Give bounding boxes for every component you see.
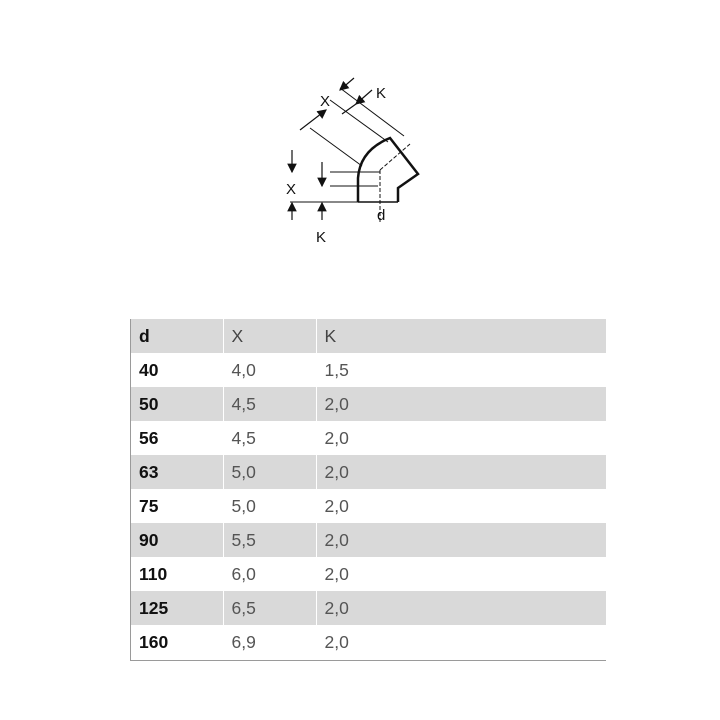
cell-x: 5,0 bbox=[223, 455, 316, 489]
label-k-top: K bbox=[376, 85, 387, 102]
cell-d: 110 bbox=[131, 557, 223, 591]
table-header-row bbox=[131, 319, 606, 353]
table-row bbox=[131, 455, 606, 489]
cell-x: 6,9 bbox=[223, 625, 316, 659]
cell-k: 2,0 bbox=[324, 631, 349, 652]
cell-k: 2,0 bbox=[316, 591, 606, 625]
cell-x: 6,5 bbox=[223, 591, 316, 625]
fitting-outline bbox=[358, 138, 418, 202]
cell-x: 5,5 bbox=[223, 523, 316, 557]
cell-d: 125 bbox=[131, 591, 223, 625]
dimensions-table bbox=[131, 319, 606, 659]
label-d: d bbox=[377, 207, 386, 224]
label-k-bottom: K bbox=[316, 229, 327, 246]
table-row bbox=[131, 387, 606, 421]
cell-x: 4,5 bbox=[223, 387, 316, 421]
cell-x: 6,0 bbox=[223, 557, 316, 591]
cell-k: 2,0 bbox=[316, 455, 606, 489]
table-row bbox=[131, 557, 606, 591]
cell-d: 40 bbox=[131, 353, 223, 387]
table-row bbox=[131, 591, 606, 625]
cell-k: 2,0 bbox=[324, 495, 349, 516]
table-row bbox=[131, 625, 606, 659]
table-row bbox=[131, 523, 606, 557]
elbow-fitting-diagram bbox=[270, 70, 430, 250]
header-k: K bbox=[316, 319, 606, 353]
header-d: d bbox=[131, 319, 223, 353]
table-row bbox=[131, 489, 606, 523]
cell-x: 4,5 bbox=[223, 421, 316, 455]
cell-k: 2,0 bbox=[316, 523, 606, 557]
cell-d: 160 bbox=[131, 625, 223, 659]
label-x-left: X bbox=[286, 181, 297, 198]
cell-k: 2,0 bbox=[324, 563, 349, 584]
dim-x-top bbox=[300, 110, 326, 130]
cell-d: 90 bbox=[131, 523, 223, 557]
table-row bbox=[131, 353, 606, 387]
cell-d: 56 bbox=[131, 421, 223, 455]
cell-d: 50 bbox=[131, 387, 223, 421]
cell-d: 63 bbox=[131, 455, 223, 489]
cell-d: 75 bbox=[131, 489, 223, 523]
cell-k: 2,0 bbox=[324, 427, 349, 448]
cell-x: 5,0 bbox=[223, 489, 316, 523]
cell-k: 2,0 bbox=[316, 387, 606, 421]
elbow-45-degree-drawing bbox=[270, 70, 430, 250]
header-x: X bbox=[223, 319, 316, 353]
dimensions-table-container bbox=[130, 319, 606, 661]
label-x-top: X bbox=[320, 93, 331, 110]
cell-k: 1,5 bbox=[324, 359, 349, 380]
cell-x: 4,0 bbox=[223, 353, 316, 387]
dim-k-top bbox=[356, 90, 372, 104]
table-row bbox=[131, 421, 606, 455]
